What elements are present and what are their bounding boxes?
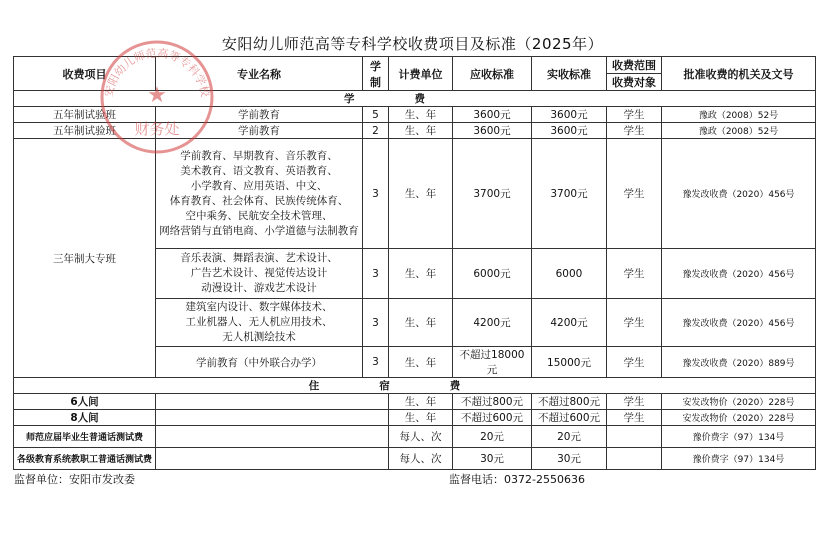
header-scope-top: 收费范围 xyxy=(607,57,662,74)
row-major: 学前教育 xyxy=(156,123,363,139)
row-due: 4200元 xyxy=(453,299,532,347)
major-line: 工业机器人、无人机应用技术、 xyxy=(185,316,333,328)
row-major-list xyxy=(156,299,363,347)
supervisor-phone: 监督电话：0372-2550636 xyxy=(449,473,585,486)
section-tuition: 学费 xyxy=(14,91,816,107)
row-approval: 豫发改收费（2020）889号 xyxy=(662,347,816,378)
row-actual: 6000 xyxy=(532,249,607,299)
table-row xyxy=(14,394,816,410)
header-row xyxy=(14,57,816,74)
row-due: 不超过800元 xyxy=(453,394,532,410)
row-major-empty xyxy=(156,394,389,410)
row-actual: 不超过600元 xyxy=(532,410,607,426)
stamp-star-icon: ★ xyxy=(147,83,167,108)
row-actual: 15000元 xyxy=(532,347,607,378)
row-due: 3700元 xyxy=(453,139,532,249)
major-line: 建筑室内设计、数字媒体技术、 xyxy=(185,301,333,313)
row-unit: 生、年 xyxy=(389,139,453,249)
row-actual: 20元 xyxy=(532,426,607,448)
row-major-empty xyxy=(156,410,389,426)
header-major: 专业名称 xyxy=(156,57,363,91)
table-row xyxy=(14,107,816,123)
row-scope: 学生 xyxy=(607,299,662,347)
row-approval: 安发改物价（2020）228号 xyxy=(662,394,816,410)
row-unit: 生、年 xyxy=(389,123,453,139)
row-unit: 每人、次 xyxy=(389,426,453,448)
major-line: 空中乘务、民航安全技术管理、 xyxy=(185,209,333,222)
row-due: 不超过600元 xyxy=(453,410,532,426)
row-actual: 不超过800元 xyxy=(532,394,607,410)
major-line: 动漫设计、游戏艺术设计 xyxy=(201,282,317,294)
row-item: 师范应届毕业生普通话测试费 xyxy=(14,426,156,448)
row-approval: 豫价费字（97）134号 xyxy=(662,448,816,470)
row-due: 6000元 xyxy=(453,249,532,299)
row-years: 5 xyxy=(363,107,389,123)
header-item: 收费项目 xyxy=(14,57,156,91)
row-scope-empty xyxy=(607,426,662,448)
row-scope: 学生 xyxy=(607,394,662,410)
row-major-list xyxy=(156,249,363,299)
major-line: 网络营销与直销电商、小学道德与法制教育 xyxy=(159,224,359,237)
row-years: 3 xyxy=(363,299,389,347)
row-actual: 3600元 xyxy=(532,107,607,123)
row-due: 3600元 xyxy=(453,123,532,139)
row-due: 不超过18000元 xyxy=(453,347,532,378)
table-row xyxy=(14,426,816,448)
document-title: 安阳幼儿师范高等专科学校收费项目及标准（2025年） xyxy=(221,35,604,53)
row-due: 30元 xyxy=(453,448,532,470)
row-scope: 学生 xyxy=(607,249,662,299)
row-years: 3 xyxy=(363,139,389,249)
row-actual: 3600元 xyxy=(532,123,607,139)
table-row xyxy=(14,410,816,426)
row-item: 6人间 xyxy=(14,394,156,410)
row-major: 学前教育（中外联合办学） xyxy=(156,347,363,378)
row-scope-empty xyxy=(607,448,662,470)
major-line: 美术教育、语文教育、英语教育、 xyxy=(180,164,338,177)
row-years: 2 xyxy=(363,123,389,139)
row-item: 三年制大专班 xyxy=(14,139,156,378)
major-line: 音乐表演、舞蹈表演、艺术设计、 xyxy=(180,252,338,264)
row-approval: 豫政（2008）52号 xyxy=(662,107,816,123)
row-major-empty xyxy=(156,426,389,448)
row-scope: 学生 xyxy=(607,347,662,378)
header-unit: 计费单位 xyxy=(389,57,453,91)
row-unit: 生、年 xyxy=(389,107,453,123)
row-item: 五年制试验班 xyxy=(14,107,156,123)
row-scope: 学生 xyxy=(607,107,662,123)
row-unit: 生、年 xyxy=(389,410,453,426)
row-unit: 生、年 xyxy=(389,347,453,378)
table-row xyxy=(14,448,816,470)
row-actual: 30元 xyxy=(532,448,607,470)
row-unit: 生、年 xyxy=(389,249,453,299)
row-approval: 豫发改收费（2020）456号 xyxy=(662,249,816,299)
row-approval: 安发改物价（2020）228号 xyxy=(662,410,816,426)
row-actual: 4200元 xyxy=(532,299,607,347)
header-actual: 实收标准 xyxy=(532,57,607,91)
stamp-center-text: 财务处 xyxy=(134,120,180,138)
row-due: 20元 xyxy=(453,426,532,448)
row-item: 各级教育系统教职工普通话测试费 xyxy=(14,448,156,470)
table-row xyxy=(14,123,816,139)
table-row xyxy=(14,139,816,249)
row-scope: 学生 xyxy=(607,410,662,426)
row-major-empty xyxy=(156,448,389,470)
row-approval: 豫发改收费（2020）456号 xyxy=(662,139,816,249)
fee-table xyxy=(13,56,816,470)
major-line: 广告艺术设计、视觉传达设计 xyxy=(190,267,328,279)
section-housing: 住宿费 xyxy=(14,378,816,394)
supervisor-unit: 监督单位：安阳市发改委 xyxy=(14,473,135,486)
header-due: 应收标准 xyxy=(453,57,532,91)
header-approval: 批准收费的机关及文号 xyxy=(662,57,816,91)
row-unit: 生、年 xyxy=(389,299,453,347)
major-line: 学前教育、早期教育、音乐教育、 xyxy=(180,149,338,162)
row-approval: 豫政（2008）52号 xyxy=(662,123,816,139)
header-years: 学制 xyxy=(363,57,389,91)
row-actual: 3700元 xyxy=(532,139,607,249)
row-item: 8人间 xyxy=(14,410,156,426)
major-line: 无人机测绘技术 xyxy=(222,331,296,343)
major-line: 小学教育、应用英语、中文、 xyxy=(190,179,328,192)
row-scope: 学生 xyxy=(607,139,662,249)
major-line: 体育教育、社会体育、民族传统体育、 xyxy=(169,194,349,207)
row-years: 3 xyxy=(363,249,389,299)
header-scope-bottom: 收费对象 xyxy=(607,74,662,91)
row-due: 3600元 xyxy=(453,107,532,123)
row-item: 五年制试验班 xyxy=(14,123,156,139)
row-unit: 每人、次 xyxy=(389,448,453,470)
row-approval: 豫价费字（97）134号 xyxy=(662,426,816,448)
row-scope: 学生 xyxy=(607,123,662,139)
row-unit: 生、年 xyxy=(389,394,453,410)
row-years: 3 xyxy=(363,347,389,378)
row-major: 学前教育 xyxy=(156,107,363,123)
row-major-list xyxy=(156,139,363,249)
stamp-arc-text: 安阳幼儿师范高等专科学校 xyxy=(102,46,212,99)
row-approval: 豫发改收费（2020）456号 xyxy=(662,299,816,347)
